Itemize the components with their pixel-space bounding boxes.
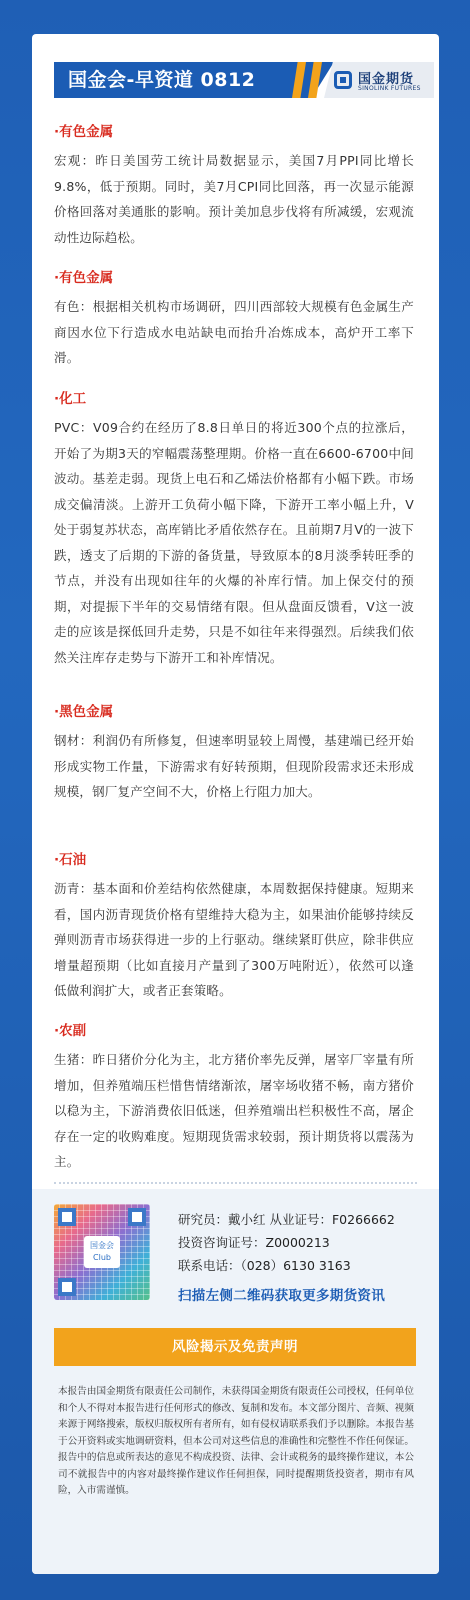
section-heading: ·农副 [54,1023,87,1039]
section-heading: ·黑色金属 [54,704,114,720]
phone-info: 联系电话：（028）6130 3163 [178,1258,351,1273]
qr-label: 国金会 [90,1241,114,1250]
brand-name-en: SINOLINK FUTURES [358,85,421,92]
qr-code[interactable] [54,1204,150,1300]
qr-finder-icon [58,1208,76,1226]
news-section [54,268,414,371]
divider [54,1182,417,1184]
news-section [54,702,414,805]
disclaimer-text: 本报告由国金期货有限责任公司制作，未获得国金期货有限责任公司授权，任何单位和个人不得对本报告进行任何形式的修改、复制和发布。本文部分图片、音频、视频来源于网络搜索，版权归版权所有者所有，如有侵权请联系我们予以删除。本报告基于公开资料或实地调研资料，但本公司对这些信息的准确性和完整性不作任何保证。报告中的信息或所表达的意见不构成投资、法律、会计或税务的最终操作建议，本公司不就报告中的内容对最终操作建议作任何担保，同时提醒期货投资者，期市有风险，入市需谨慎。 [58,1386,414,1496]
section-body: 宏观：昨日美国劳工统计局数据显示，美国7月PPI同比增长9.8%，低于预期。同时，美7月CPI同比回落，再一次显示能源价格回落对美通胀的影响。预计美加息步伐将有所减缓，宏观流动性边际趋松。 [54,153,414,245]
researcher-info: 研究员：戴小红 从业证号：F0266662 [178,1212,395,1227]
news-section [54,1021,414,1175]
section-body: 生猪：昨日猪价分化为主，北方猪价率先反弹，屠宰厂宰量有所增加，但养殖端压栏惜售情绪渐浓，屠宰场收猪不畅，南方猪价以稳为主，下游消费依旧低迷，但养殖端出栏积极性不高，屠企存在一定的收购难度。短期现货需求较弱，预计期货将以震荡为主。 [54,1052,414,1169]
brand-logo-icon [334,71,352,89]
consult-cert-info: 投资咨询证号：Z0000213 [178,1235,330,1250]
section-body: 沥青：基本面和价差结构依然健康，本周数据保持健康。短期来看，国内沥青现货价格有望维持大稳为主，如果油价能够持续反弹则沥青市场获得进一步的上行驱动。继续紧盯供应，除非供应增量超预期（比如直接月产量到了300万吨附近），依然可以逢低做利润扩大，或者正套策略。 [54,881,414,998]
news-section [54,389,414,670]
section-heading: ·化工 [54,391,87,407]
scan-prompt: 扫描左侧二维码获取更多期货资讯 [178,1288,385,1304]
section-heading: ·有色金属 [54,124,114,140]
section-body: PVC：V09合约在经历了8.8日单日的将近300个点的拉涨后，开始了为期3天的窄幅震荡整理期。价格一直在6600-6700中间波动。基差走弱。现货上电石和乙烯法价格都有小幅下跌。市场成交偏清淡。上游开工负荷小幅下降，下游开工率小幅上升，V处于弱复苏状态，高库销比矛盾依然存在。且前期7月V的一波下跌，透支了后期的下游的备货量，导致原本的8月淡季转旺季的节点，并没有出现如往年的火爆的补库行情。加上保交付的预期，对提振下半年的交易情绪有限。但从盘面反馈看，V这一波走的应该是探低回升走势，只是不如往年来得强烈。后续我们依然关注库存走势与下游开工和补库情况。 [54,420,414,665]
news-section [54,122,414,250]
brand-name: 国金期货 [358,72,415,87]
section-heading: ·石油 [54,852,87,868]
page-title: 国金会-早资道 0812 [68,69,256,91]
report-card [32,34,439,1574]
section-heading: ·有色金属 [54,270,114,286]
section-body: 钢材：利润仍有所修复，但速率明显较上周慢，基建端已经开始形成实物工作量，下游需求有好转预期，但现阶段需求还未形成规模，钢厂复产空间不大，价格上行阻力加大。 [54,733,414,799]
news-section [54,850,414,1004]
qr-center-badge [84,1236,120,1268]
qr-finder-icon [128,1208,146,1226]
section-body: 有色：根据相关机构市场调研，四川西部较大规模有色金属生产商因水位下行造成水电站缺电而抬升冶炼成本，高炉开工率下滑。 [54,299,414,365]
qr-finder-icon [58,1278,76,1296]
qr-label: Club [93,1253,111,1262]
risk-disclosure-banner: 风险揭示及免责声明 [54,1328,416,1366]
